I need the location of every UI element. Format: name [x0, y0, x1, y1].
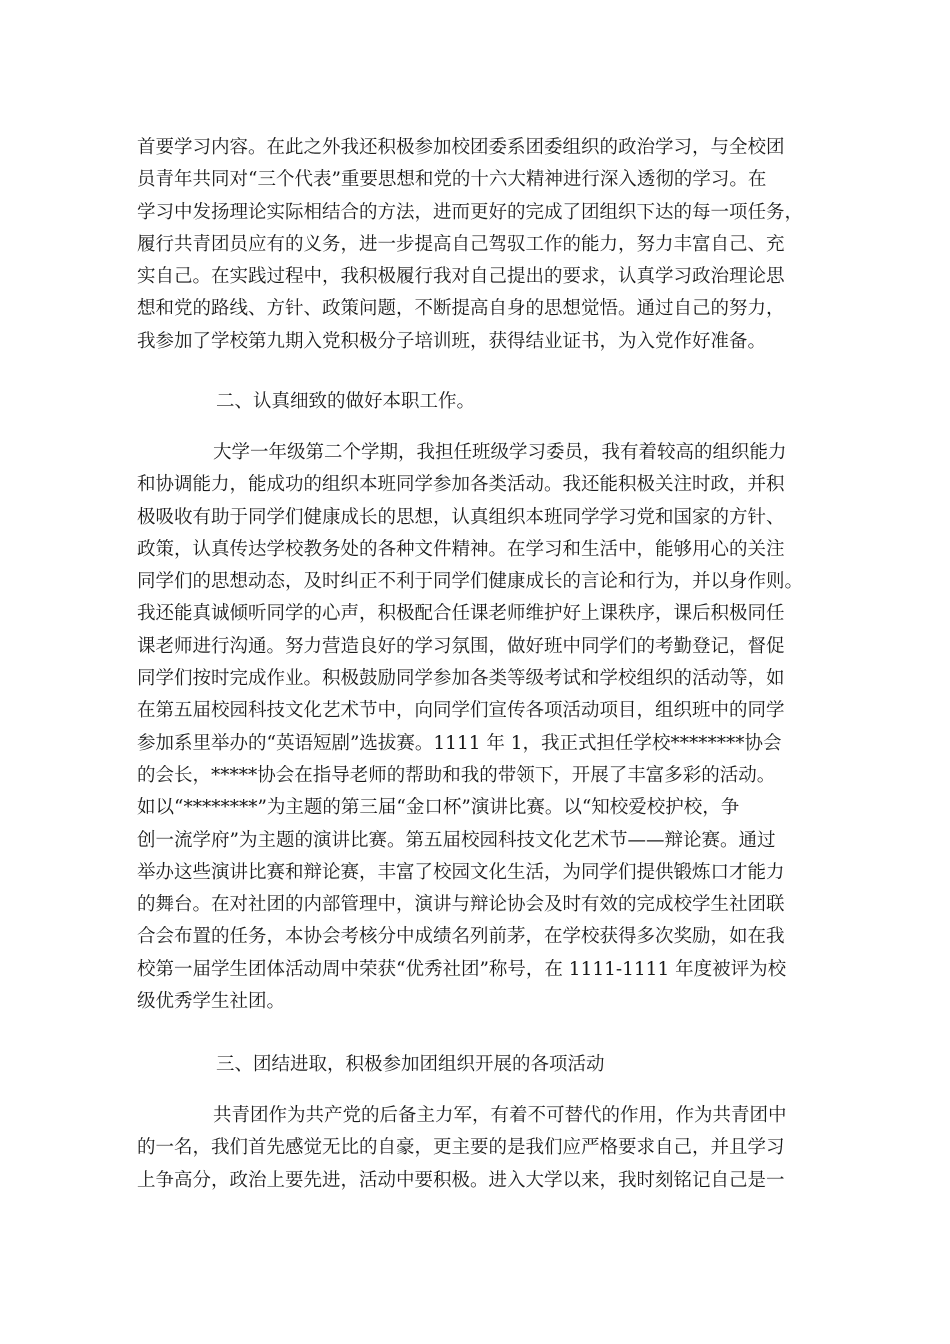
- text-line: 上争高分，政治上要先进，活动中要积极。进入大学以来，我时刻铭记自己是一: [137, 1169, 785, 1191]
- text-line: 学习中发扬理论实际相结合的方法，进而更好的完成了团组织下达的每一项任务，: [137, 201, 804, 223]
- section-heading-3: 三、团结进取，积极参加团组织开展的各项活动: [216, 1054, 605, 1075]
- text-line: 如以“********”为主题的第三届“金口杯”演讲比赛。以“知校爱校护校，争: [137, 797, 740, 819]
- text-line: 在第五届校园科技文化艺术节中，向同学们宣传各项活动项目，组织班中的同学: [137, 700, 785, 722]
- section-heading-2: 二、认真细致的做好本职工作。: [216, 391, 476, 412]
- text-line: 创一流学府”为主题的演讲比赛。第五届校园科技文化艺术节——辩论赛。通过: [137, 829, 776, 851]
- text-line: 的会长，*****协会在指导老师的帮助和我的带领下，开展了丰富多彩的活动。: [137, 764, 776, 786]
- text-line: 首要学习内容。在此之外我还积极参加校团委系团委组织的政治学习，与全校团: [137, 137, 785, 158]
- text-line: 政策，认真传达学校教务处的各种文件精神。在学习和生活中，能够用心的关注: [137, 538, 785, 560]
- text-line: 大学一年级第二个学期，我担任班级学习委员，我有着较高的组织能力: [213, 442, 787, 463]
- text-line: 共青团作为共产党的后备主力军，有着不可替代的作用，作为共青团中: [213, 1105, 787, 1126]
- paragraph-2: [137, 437, 809, 1018]
- text-line: 课老师进行沟通。努力营造良好的学习氛围，做好班中同学们的考勤登记，督促: [137, 635, 785, 657]
- paragraph-3: [137, 1100, 809, 1197]
- text-line: 想和党的路线、方针、政策问题，不断提高自身的思想觉悟。通过自己的努力，: [137, 298, 785, 320]
- text-line: 校第一届学生团体活动周中荣获“优秀社团”称号，在 1111-1111 年度被评为校: [137, 958, 787, 980]
- text-line: 履行共青团员应有的义务，进一步提高自己驾驭工作的能力，努力丰富自己、充: [137, 233, 785, 255]
- text-line: 我还能真诚倾听同学的心声，积极配合任课老师维护好上课秩序，课后积极同任: [137, 603, 785, 625]
- text-line: 我参加了学校第九期入党积极分子培训班，获得结业证书，为入党作好准备。: [137, 330, 767, 352]
- text-line: 同学们按时完成作业。积极鼓励同学参加各类等级考试和学校组织的活动等，如: [137, 668, 785, 690]
- text-line: 的一名，我们首先感觉无比的自豪，更主要的是我们应严格要求自己，并且学习: [137, 1137, 785, 1159]
- text-line: 参加系里举办的“英语短剧”选拔赛。1111 年 1，我正式担任学校********协会: [137, 732, 782, 754]
- text-line: 实自己。在实践过程中，我积极履行我对自己提出的要求，认真学习政治理论思: [137, 266, 785, 288]
- text-line: 和协调能力，能成功的组织本班同学参加各类活动。我还能积极关注时政，并积: [137, 474, 785, 496]
- text-line: 合会布置的任务，本协会考核分中成绩名列前茅，在学校获得多次奖励，如在我: [137, 926, 785, 948]
- paragraph-1: [137, 132, 809, 358]
- text-line: 极吸收有助于同学们健康成长的思想，认真组织本班同学学习党和国家的方针、: [137, 506, 785, 528]
- text-line: 同学们的思想动态，及时纠正不利于同学们健康成长的言论和行为，并以身作则。: [137, 571, 804, 593]
- text-line: 级优秀学生社团。: [137, 991, 286, 1013]
- text-line: 员青年共同对“三个代表”重要思想和党的十六大精神进行深入透彻的学习。在: [137, 169, 767, 191]
- text-line: 的舞台。在对社团的内部管理中，演讲与辩论协会及时有效的完成校学生社团联: [137, 894, 785, 916]
- text-line: 举办这些演讲比赛和辩论赛，丰富了校园文化生活，为同学们提供锻炼口才能力: [137, 861, 785, 883]
